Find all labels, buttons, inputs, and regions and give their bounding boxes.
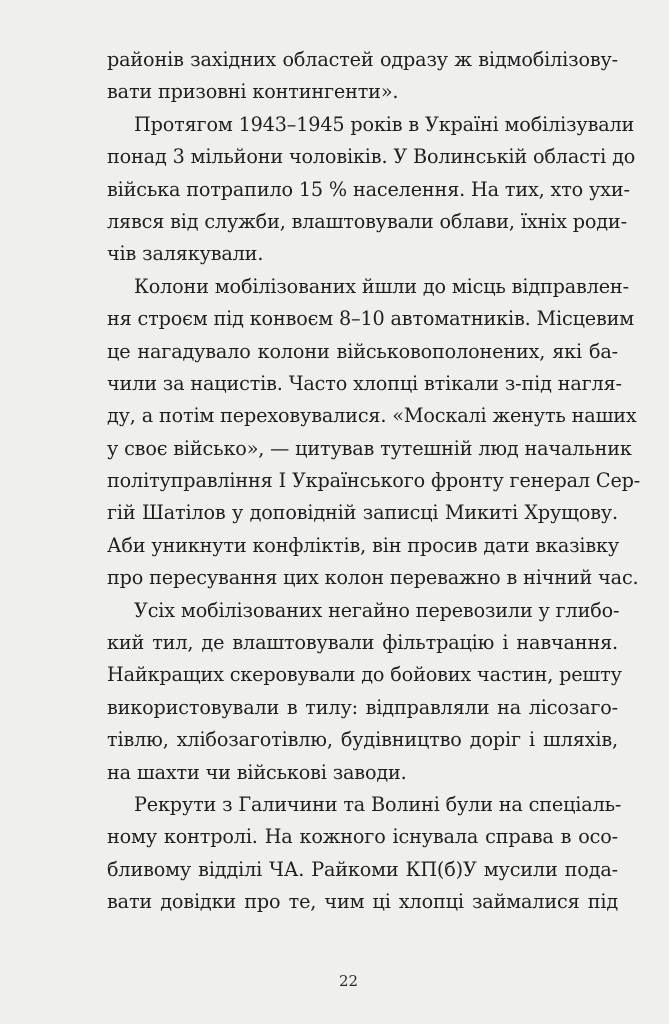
paragraph-1: [107, 44, 618, 109]
text-line: ду, а потім переховувалися. «Москалі женуть наших: [107, 404, 637, 428]
text-line: чили за нацистів. Часто хлопці втікали з-під нагля-: [107, 371, 622, 395]
paragraph-4: [107, 595, 622, 789]
text-line: Найкращих скеровували до бойових частин, решту: [107, 663, 622, 687]
text-line: тівлю, хлібозаготівлю, будівництво доріг і шляхів,: [107, 728, 618, 752]
text-line: лявся від служби, влаштовували облави, їхніх роди-: [107, 209, 627, 233]
paragraph-2: [107, 109, 636, 271]
text-line: політуправління І Українського фронту генерал Сер-: [107, 469, 641, 493]
text-line: війська потрапило 15 % населення. На тих, хто ухи-: [107, 177, 630, 201]
text-line: Колони мобілізованих йшли до місць відправлен-: [134, 274, 629, 298]
text-line: ному контролі. На кожного існувала справа в осо-: [107, 825, 618, 849]
paragraph-5: [107, 789, 622, 919]
text-line: це нагадувало колони військовополонених, які ба-: [107, 339, 618, 363]
text-line: бливому відділі ЧА. Райкоми КП(б)У мусили пода-: [107, 857, 618, 881]
text-line: Рекрути з Галичини та Волині були на спеціаль-: [134, 792, 622, 816]
text-line: про пересування цих колон переважно в нічний час.: [107, 566, 639, 590]
text-line: у своє військо», — цитував тутешній люд начальник: [107, 436, 632, 460]
text-line: Протягом 1943–1945 років в Україні мобілізували: [134, 112, 635, 136]
text-line: чів залякували.: [107, 242, 264, 266]
text-line: використовували в тилу: відправляли на лісозаго-: [107, 695, 618, 719]
text-line: Аби уникнути конфліктів, він просив дати вказівку: [107, 533, 620, 557]
text-line: вати призовні контингенти».: [107, 80, 399, 104]
page-body: [107, 44, 641, 919]
text-line: ня строєм під конвоєм 8–10 автоматників. Місцевим: [107, 307, 635, 331]
text-line: понад 3 мільйони чоловіків. У Волинській області до: [107, 145, 636, 169]
text-line: кий тил, де влаштовували фільтрацію і навчання.: [107, 631, 618, 655]
text-line: вати довідки про те, чим ці хлопці займалися під: [107, 890, 618, 914]
page-number: 22: [338, 972, 359, 990]
text-line: Усіх мобілізованих негайно перевозили у глибо-: [134, 598, 620, 622]
text-line: на шахти чи військові заводи.: [107, 760, 407, 784]
text-line: гій Шатілов у доповідній записці Микиті Хрущову.: [107, 501, 618, 525]
text-line: районів західних областей одразу ж відмобілізову-: [107, 48, 618, 71]
paragraph-3: [107, 271, 641, 595]
